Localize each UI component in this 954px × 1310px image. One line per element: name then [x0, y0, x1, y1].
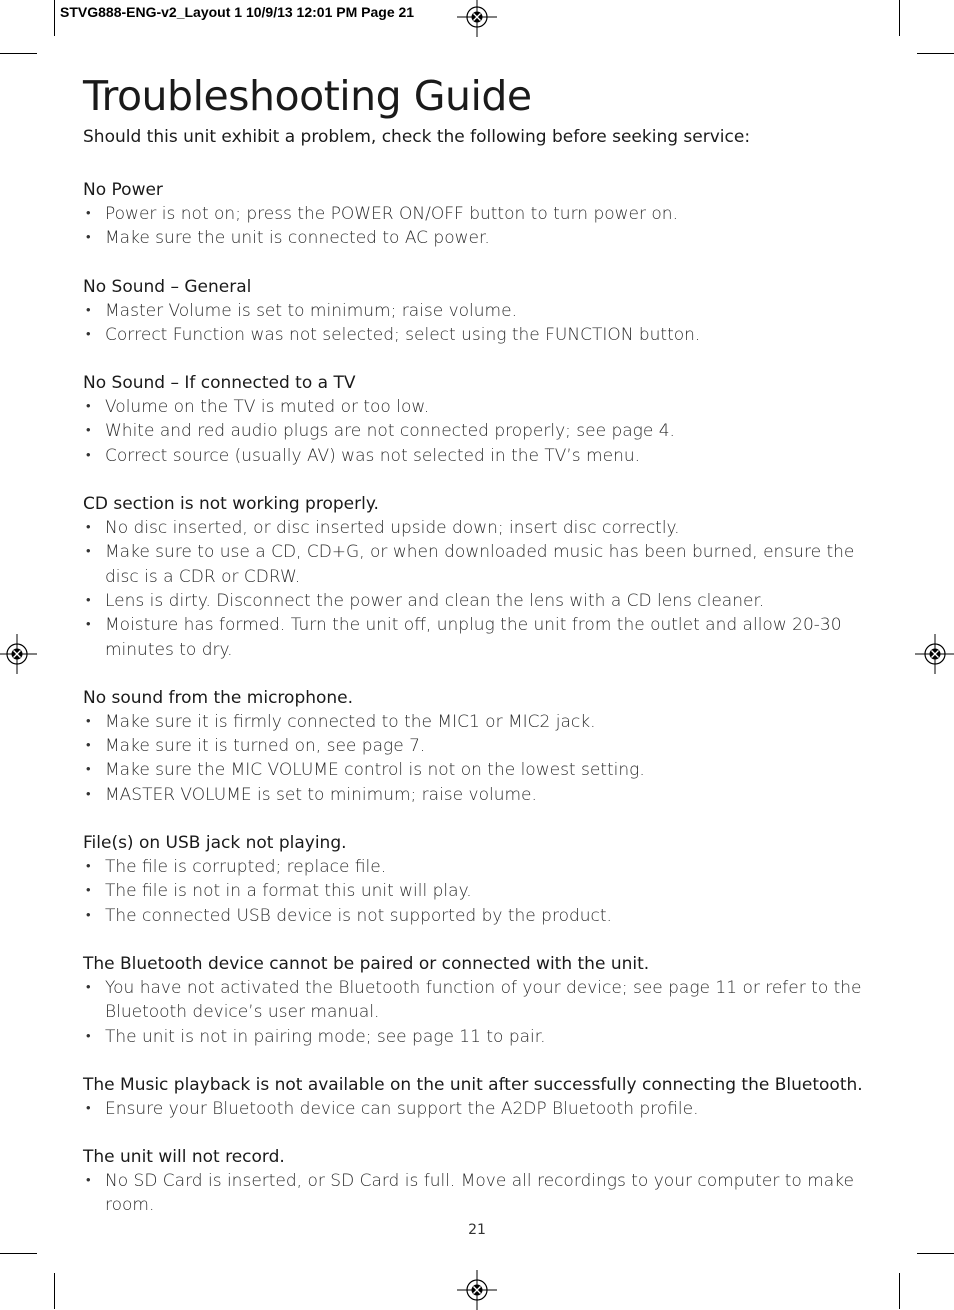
registration-mark-top-icon [457, 0, 497, 37]
list-item: • Correct Function was not selected; select using the FUNCTION button. [83, 323, 883, 347]
item-list [83, 202, 883, 251]
list-item: • Volume on the TV is muted or too low. [83, 395, 883, 419]
section-heading: The Music playback is not available on the unit after successfully connecting the Bluetooth. [83, 1074, 863, 1095]
section-cd [83, 492, 883, 662]
section-bluetooth-playback [83, 1073, 883, 1121]
crop-mark-bottom-left-horizontal [0, 1253, 37, 1254]
section-record [83, 1145, 883, 1218]
item-list [83, 710, 883, 807]
list-item: • Make sure it is firmly connected to the MIC1 or MIC2 jack. [83, 710, 883, 734]
list-item: • The file is not in a format this unit will play. [83, 879, 883, 903]
page-title: Troubleshooting Guide [83, 72, 532, 120]
section-microphone [83, 686, 883, 807]
list-item: • Moisture has formed. Turn the unit off, unplug the unit from the outlet and allow 20-30 minutes to dry. [83, 613, 883, 662]
section-heading: No Power [83, 180, 163, 200]
section-heading: No Sound – General [83, 276, 252, 297]
list-item: • The unit is not in pairing mode; see page 11 to pair. [83, 1025, 883, 1049]
list-item: • Power is not on; press the POWER ON/OFF button to turn power on. [83, 202, 883, 226]
item-list [83, 1097, 883, 1121]
item-list [83, 299, 883, 348]
section-heading: The Bluetooth device cannot be paired or connected with the unit. [83, 953, 650, 974]
list-item: • Make sure to use a CD, CD+G, or when downloaded music has been burned, ensure the disc is a CDR or CDRW. [83, 540, 883, 589]
list-item: • Ensure your Bluetooth device can support the A2DP Bluetooth profile. [83, 1097, 883, 1121]
intro-text: Should this unit exhibit a problem, check the following before seeking service: [83, 127, 751, 147]
registration-mark-bottom-icon [457, 1270, 497, 1310]
list-item: • MASTER VOLUME is set to minimum; raise volume. [83, 783, 883, 807]
list-item: • No disc inserted, or disc inserted upside down; insert disc correctly. [83, 516, 883, 540]
page-number: 21 [468, 1222, 486, 1238]
section-heading: No sound from the microphone. [83, 687, 354, 708]
section-usb [83, 831, 883, 928]
list-item: • White and red audio plugs are not connected properly; see page 4. [83, 419, 883, 443]
list-item: • Correct source (usually AV) was not selected in the TV’s menu. [83, 444, 883, 468]
crop-mark-bottom-right-horizontal [917, 1253, 954, 1254]
list-item: • The connected USB device is not supported by the product. [83, 904, 883, 928]
list-item: • You have not activated the Bluetooth function of your device; see page 11 or refer to the Bluetooth device’s user manual. [83, 976, 883, 1025]
section-heading: The unit will not record. [83, 1147, 285, 1168]
crop-mark-top-right-vertical [899, 0, 900, 36]
item-list [83, 395, 883, 468]
list-item: • Master Volume is set to minimum; raise volume. [83, 299, 883, 323]
printer-slug-line: STVG888-ENG-v2_Layout 1 10/9/13 12:01 PM Page 21 [60, 4, 415, 20]
list-item: • No SD Card is inserted, or SD Card is full. Move all recordings to your computer to make room. [83, 1169, 883, 1218]
crop-mark-top-left-horizontal [0, 53, 37, 54]
list-item: • Make sure it is turned on, see page 7. [83, 734, 883, 758]
registration-mark-right-icon [915, 634, 954, 674]
crop-mark-bottom-right-vertical [899, 1273, 900, 1309]
crop-mark-top-right-horizontal [917, 53, 954, 54]
list-item: • Lens is dirty. Disconnect the power and clean the lens with a CD lens cleaner. [83, 589, 883, 613]
item-list [83, 855, 883, 928]
list-item: • Make sure the MIC VOLUME control is not on the lowest setting. [83, 758, 883, 782]
section-no-power [83, 178, 883, 251]
section-heading: File(s) on USB jack not playing. [83, 833, 347, 854]
crop-mark-bottom-left-vertical [54, 1273, 55, 1309]
item-list [83, 976, 883, 1049]
list-item: • The file is corrupted; replace file. [83, 855, 883, 879]
section-no-sound-tv [83, 371, 883, 468]
item-list [83, 1169, 883, 1218]
troubleshooting-list [83, 178, 883, 1242]
section-bluetooth-pairing [83, 952, 883, 1049]
section-no-sound-general [83, 275, 883, 348]
section-heading: CD section is not working properly. [83, 494, 379, 515]
crop-mark-top-left-vertical [54, 0, 55, 36]
registration-mark-left-icon [0, 634, 37, 674]
list-item: • Make sure the unit is connected to AC power. [83, 226, 883, 250]
section-heading: No Sound – If connected to a TV [83, 373, 356, 394]
item-list [83, 516, 883, 662]
